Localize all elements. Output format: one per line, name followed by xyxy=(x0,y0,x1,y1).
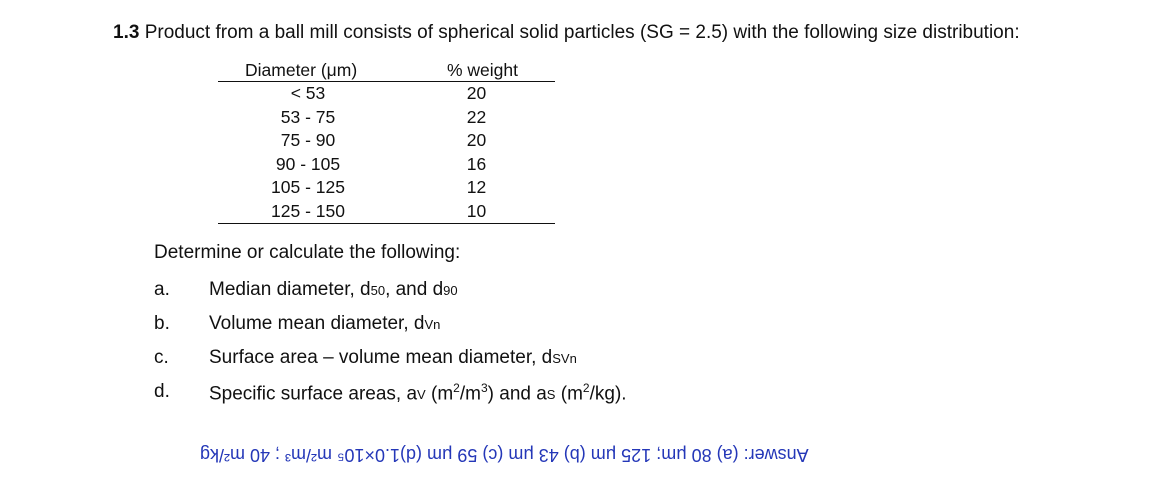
instruction-text: Determine or calculate the following: xyxy=(154,242,461,263)
table-row xyxy=(218,129,555,153)
weight-cell: 16 xyxy=(466,153,487,174)
task-text: Volume mean diameter, dVn xyxy=(209,313,441,334)
task-text: Median diameter, d50, and d90 xyxy=(209,279,458,300)
weight-cell: 10 xyxy=(398,200,555,224)
task-label: b. xyxy=(154,313,170,334)
diameter-cell: < 53 xyxy=(290,83,326,103)
diameter-cell: 75 - 90 xyxy=(280,130,336,150)
table-row xyxy=(218,200,555,224)
weight-cell: 20 xyxy=(466,130,487,150)
task-label: c. xyxy=(154,347,169,368)
problem-number: 1.3 xyxy=(113,22,140,43)
column-header-diameter: Diameter (μm) xyxy=(218,58,398,82)
task-text: Surface area – volume mean diameter, dSVn xyxy=(209,347,577,368)
table-row xyxy=(218,153,555,177)
table-header-row xyxy=(218,58,555,82)
size-distribution-table xyxy=(218,58,555,224)
task-label: d. xyxy=(154,381,170,402)
task-label: a. xyxy=(154,279,170,300)
diameter-cell: 90 - 105 xyxy=(275,153,341,174)
weight-cell: 22 xyxy=(466,106,487,127)
weight-cell: 12 xyxy=(466,177,487,197)
problem-text: Product from a ball mill consists of spherical solid particles (SG = 2.5) with the following size distribution: xyxy=(139,22,1020,43)
table-row xyxy=(218,82,555,106)
task-text: Specific surface areas, aV $(m^2/m^3)$ and aS $(m^2/kg)$. xyxy=(209,381,627,405)
diameter-cell: 105 - 125 xyxy=(271,177,345,197)
table-row xyxy=(218,106,555,130)
table-row xyxy=(218,176,555,200)
diameter-cell: 125 - 150 xyxy=(218,200,398,224)
diameter-cell: 53 - 75 xyxy=(280,106,336,127)
weight-cell: 20 xyxy=(466,83,487,103)
answer-upside-down: Answer: (a) 80 μm; 125 μm (b) 43 μm (c) 59 μm (d)1.0×10⁵ m²/m³ ; 40 m²/kg xyxy=(200,445,809,465)
column-header-weight: % weight xyxy=(398,58,555,82)
problem-statement xyxy=(113,22,1020,44)
